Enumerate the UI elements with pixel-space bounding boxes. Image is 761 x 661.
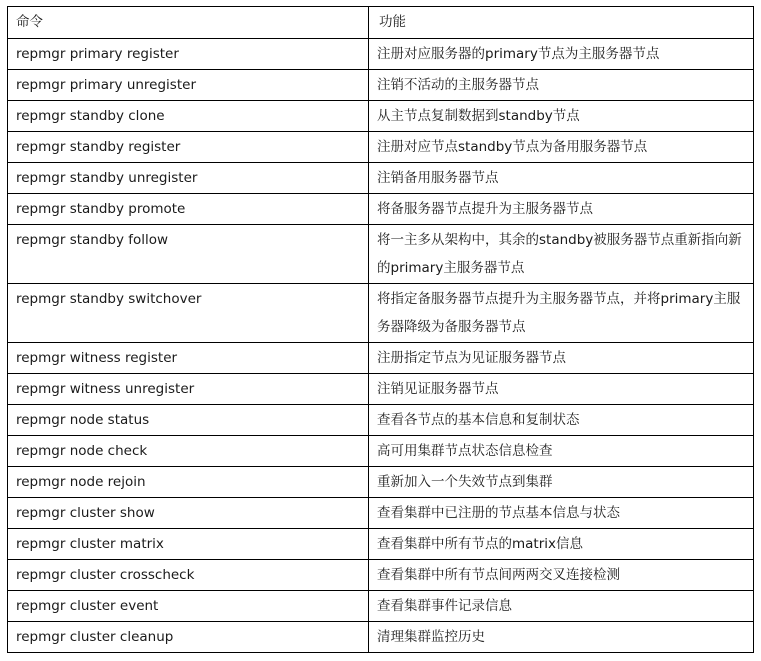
header-function: 功能 [369,7,754,39]
table-row [8,284,754,343]
function-cell: 注销备用服务器节点 [369,163,754,194]
table-row [8,529,754,560]
command-cell: repmgr standby promote [8,194,369,225]
command-cell: repmgr node check [8,436,369,467]
command-cell: repmgr standby register [8,132,369,163]
function-cell: 将一主多从架构中，其余的standby被服务器节点重新指向新的primary主服务器节点 [369,225,754,284]
table-row [8,591,754,622]
function-cell: 查看集群中所有节点间两两交叉连接检测 [369,560,754,591]
table-row [8,225,754,284]
table-row [8,405,754,436]
table-row [8,560,754,591]
command-cell: repmgr cluster show [8,498,369,529]
table-row [8,374,754,405]
command-cell: repmgr cluster matrix [8,529,369,560]
function-cell: 注册指定节点为见证服务器节点 [369,343,754,374]
function-cell: 查看各节点的基本信息和复制状态 [369,405,754,436]
repmgr-command-table [7,6,754,653]
command-cell: repmgr primary unregister [8,70,369,101]
command-cell: repmgr standby switchover [8,284,369,343]
command-cell: repmgr witness unregister [8,374,369,405]
header-command: 命令 [8,7,369,39]
function-cell: 将备服务器节点提升为主服务器节点 [369,194,754,225]
command-cell: repmgr standby unregister [8,163,369,194]
command-cell: repmgr standby follow [8,225,369,284]
function-cell: 注册对应服务器的primary节点为主服务器节点 [369,39,754,70]
function-cell: 注销见证服务器节点 [369,374,754,405]
table-row [8,163,754,194]
command-cell: repmgr standby clone [8,101,369,132]
function-cell: 清理集群监控历史 [369,622,754,653]
table-body [8,39,754,653]
function-cell: 注册对应节点standby节点为备用服务器节点 [369,132,754,163]
table-row [8,194,754,225]
function-cell: 将指定备服务器节点提升为主服务器节点，并将primary主服务器降级为备服务器节点 [369,284,754,343]
command-cell: repmgr primary register [8,39,369,70]
table-row [8,622,754,653]
command-cell: repmgr node rejoin [8,467,369,498]
table-row [8,132,754,163]
table-row [8,467,754,498]
table-row [8,436,754,467]
function-cell: 从主节点复制数据到standby节点 [369,101,754,132]
table-row [8,39,754,70]
table-header [8,7,754,39]
header-row [8,7,754,39]
command-cell: repmgr cluster cleanup [8,622,369,653]
command-cell: repmgr cluster crosscheck [8,560,369,591]
function-cell: 查看集群中已注册的节点基本信息与状态 [369,498,754,529]
table-row [8,101,754,132]
function-cell: 注销不活动的主服务器节点 [369,70,754,101]
function-cell: 重新加入一个失效节点到集群 [369,467,754,498]
command-cell: repmgr cluster event [8,591,369,622]
command-cell: repmgr node status [8,405,369,436]
command-cell: repmgr witness register [8,343,369,374]
function-cell: 查看集群中所有节点的matrix信息 [369,529,754,560]
function-cell: 查看集群事件记录信息 [369,591,754,622]
table-row [8,70,754,101]
table-row [8,498,754,529]
table-row [8,343,754,374]
command-table-container [7,6,754,653]
function-cell: 高可用集群节点状态信息检查 [369,436,754,467]
